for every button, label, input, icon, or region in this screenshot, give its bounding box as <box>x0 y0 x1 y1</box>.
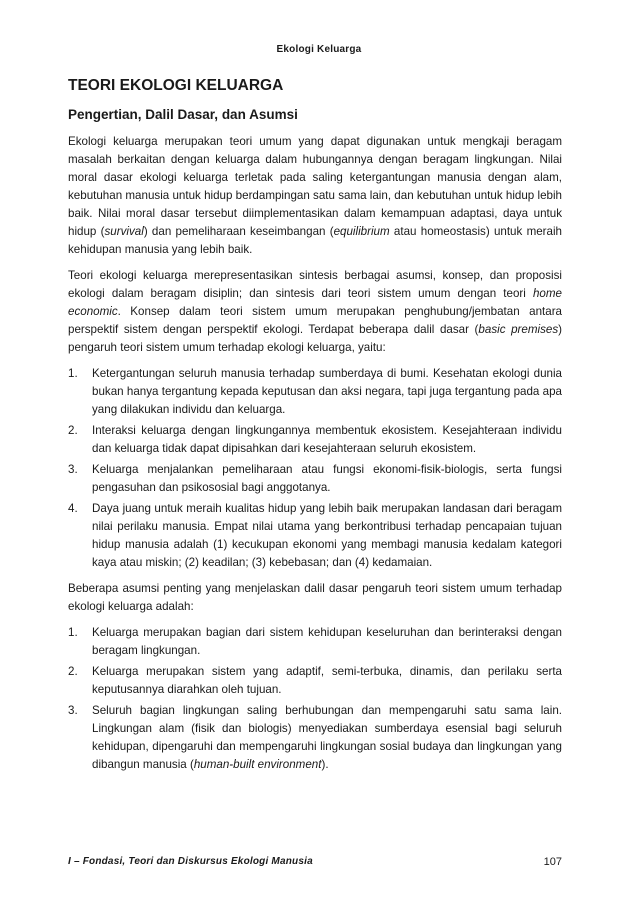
italic-term: human-built environment <box>193 758 322 771</box>
text-run: Daya juang untuk meraih kualitas hidup yang lebih baik merupakan landasan dari beragam nilai perilaku manusia. Empat nilai utama yang berkontribusi terhadap pencapaian tujuan hidup manusia adalah (1) kecukupan ekonomi yang membagi manusia kedalam kategori kaya atau miskin; (2) keadilan; (3) kebebasan; dan (4) kedamaian. <box>92 502 562 569</box>
list-number: 2. <box>68 665 78 678</box>
list-item <box>68 624 562 660</box>
list-item <box>68 702 562 774</box>
italic-term: survival <box>104 225 144 238</box>
text-run: Keluarga merupakan sistem yang adaptif, semi-terbuka, dinamis, dan perilaku serta keputusannya diarahkan oleh tujuan. <box>92 665 562 696</box>
italic-term: basic premises <box>478 323 559 336</box>
premises-list <box>68 365 562 572</box>
footer-book-title: I – Fondasi, Teori dan Diskursus Ekologi Manusia <box>68 856 313 867</box>
paragraph-3 <box>68 580 562 616</box>
text-run: Teori ekologi keluarga merepresentasikan sintesis berbagai asumsi, konsep, dan proposisi ekologi dalam beragam disiplin; dan sintesis dari teori sistem umum dengan teori <box>68 269 562 300</box>
text-run: ) dan pemeliharaan keseimbangan ( <box>143 225 334 238</box>
text-run: Interaksi keluarga dengan lingkungannya membentuk ekosistem. Kesejahteraan individu dan keluarga tidak dapat dipisahkan dari kesejahteraan seluruh ekosistem. <box>92 424 562 455</box>
list-number: 2. <box>68 424 78 437</box>
text-run: . Konsep dalam teori sistem umum merupakan penghubung/jembatan antara perspektif sistem dengan perspektif ekologi. Terdapat beberapa dalil dasar ( <box>68 305 562 336</box>
list-number: 3. <box>68 463 78 476</box>
list-number: 4. <box>68 502 78 515</box>
list-item <box>68 365 562 419</box>
list-number: 1. <box>68 626 78 639</box>
text-run: ). <box>321 758 329 771</box>
page-number: 107 <box>543 856 562 868</box>
chapter-title: TEORI EKOLOGI KELUARGA <box>68 77 284 94</box>
paragraph-1 <box>68 133 562 259</box>
text-run: Keluarga merupakan bagian dari sistem kehidupan keseluruhan dan berinteraksi dengan beragam lingkungan. <box>92 626 562 657</box>
text-run: atau homeostasis) untuk meraih kehidupan manusia yang lebih baik. <box>68 225 563 256</box>
text-run: Seluruh bagian lingkungan saling berhubungan dan mempengaruhi satu sama lain. Lingkungan alam (fisik dan biologis) menyediakan sumberdaya esensial bagi seluruh kehidupan, dipengaruhi dan mempengaruhi lingkungan sosial budaya dan lingkungan yang dibangun manusia ( <box>92 704 562 771</box>
text-run: ) pengaruh teori sistem umum terhadap ekologi keluarga, yaitu: <box>68 323 562 354</box>
running-header: Ekologi Keluarga <box>276 44 362 55</box>
text-run: Beberapa asumsi penting yang menjelaskan dalil dasar pengaruh teori sistem umum terhadap ekologi keluarga adalah: <box>68 582 562 613</box>
italic-term: home economic <box>68 287 562 318</box>
list-item <box>68 500 562 572</box>
assumptions-list <box>68 624 562 774</box>
list-number: 3. <box>68 704 78 717</box>
paragraph-2 <box>68 267 562 357</box>
italic-term: equilibrium <box>333 225 390 238</box>
section-subtitle: Pengertian, Dalil Dasar, dan Asumsi <box>68 107 298 122</box>
text-run: Keluarga menjalankan pemeliharaan atau fungsi ekonomi-fisik-biologis, serta fungsi pengasuhan dan psikososial bagi anggotanya. <box>92 463 562 494</box>
list-item <box>68 422 562 458</box>
text-run: Ketergantungan seluruh manusia terhadap sumberdaya di bumi. Kesehatan ekologi dunia bukan hanya tergantung kepada keputusan dan aksi negara, tapi juga tergantung pada apa yang dilakukan individu dan keluarga. <box>92 367 562 416</box>
list-item <box>68 461 562 497</box>
list-number: 1. <box>68 367 78 380</box>
list-item <box>68 663 562 699</box>
content-area <box>68 76 562 782</box>
text-run: Ekologi keluarga merupakan teori umum yang dapat digunakan untuk mengkaji beragam masalah berkaitan dengan keluarga dalam hubungannya dengan beragam lingkungan. Nilai moral dasar ekologi keluarga terletak pada saling ketergantungan manusia dengan alam, kebutuhan manusia untuk hidup berdampingan satu sama lain, dan kebutuhan untuk hidup lebih baik. Nilai moral dasar tersebut diimplementasikan dalam kemampuan adaptasi, daya untuk hidup ( <box>68 135 562 238</box>
